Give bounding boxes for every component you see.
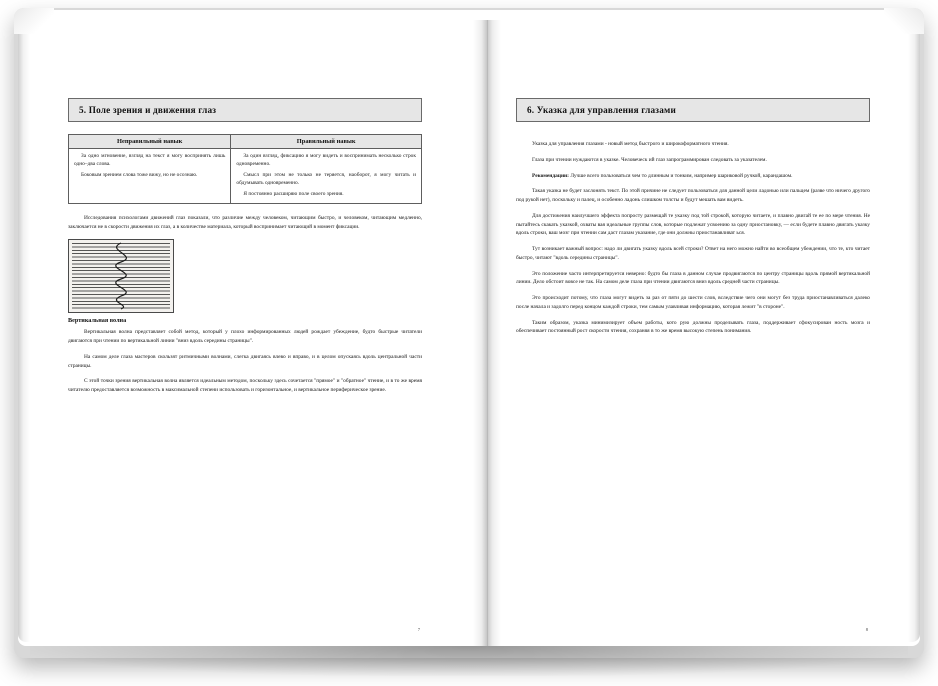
right-paragraph-3	[516, 172, 870, 181]
right-page-number: 8	[865, 627, 868, 632]
recommendations-text: Лучше всего пользоваться чем то длинным и тонким, например шариковой ручкой, карандашом.	[570, 172, 793, 179]
left-paragraph-4: С этой точки зрения вертикальная волна является идеальным методом, поскольку здесь сочетается "прямое" и "обратное" чтение, и в то же время читателю предоставляется возможность в максимальной степени использовать и горизонтальное, и вертикальное периферическое зрение.	[68, 378, 422, 394]
right-page-edge-stack	[908, 14, 920, 642]
left-page-edge-stack	[18, 14, 30, 642]
left-page-number: 7	[417, 627, 420, 632]
figure-vertical-wave	[68, 239, 422, 324]
right-paragraph-2: Глаза при чтении нуждаются в указке. Человеческ ий глаз запрограммирован следовать за указателем.	[532, 156, 767, 163]
figure-image	[68, 239, 174, 313]
left-paragraph-1: Исследования психологами движений глаз показали, что различие между человеком, читающим быстро, и человеком, читающим медленно, заключается не в скорости движения их глаз, а в количестве материала, который воспринимает читающий в момент фиксации.	[68, 214, 422, 230]
cell-right-habits	[231, 149, 422, 204]
right-paragraph-9: Таким образом, указка минимизирует объем работы, кото рую должны проделывать глаза, поддерживает сфокусирован ность мозга и обеспечивает постоянный рост скорости чтения, сохраняя в то же время высокую степень понимания.	[516, 319, 870, 335]
table-row	[69, 149, 422, 204]
book-spine-line	[487, 20, 488, 646]
right-page	[478, 20, 908, 646]
right-paragraph-5: Для достижения наилучшего эффекта попросту размещай те указку под той строкой, которую читаете, и плавно двигай те ее по мере чтения. Не пытайтесь скакать указкой, охваты вая идеальные группы слов, которые подлежат усвоению за одну приостановку, — если будете плавно двигать указку вдоль строки, ваш мозг при чтении сам даст глазам указание, где они должны приостанавливат ься.	[516, 212, 870, 237]
column-header-wrong: Неправильный навык	[69, 135, 231, 149]
wrong-habit-line-1: За одно мгновение, взгляд на текст я могу воспринять лишь одно–два слова.	[74, 153, 226, 168]
wrong-habit-line-2: Боковым зрением слова тоже вижу, но не осознаю.	[81, 171, 198, 178]
right-paragraph-6: Тут возникает важный вопрос: надо ли двигать указку вдоль всей строки? Ответ на него можно найти во всеобщем убеждении, что те, кто читает быстро, читают "вдоль середины страницы".	[516, 246, 870, 261]
right-paragraph-1: Указка для управления глазами - новый метод быстрого и широкоформатного чтения.	[532, 141, 729, 147]
cell-wrong-habits	[69, 149, 231, 204]
top-left-corner-shade	[14, 8, 54, 34]
wave-path-icon	[69, 240, 173, 312]
top-right-corner-shade	[884, 8, 924, 34]
right-habit-line-1: За один взгляд, фиксацию я могу видеть и воспринимать несколько строк одновременно.	[236, 153, 416, 168]
book-bottom-shadow	[30, 646, 908, 676]
right-habit-line-2: Смысл при этом не только не теряется, наоборот, я могу читать и обдумывать одновременно.	[236, 171, 416, 187]
right-paragraph-7: Это положение часто интерпретируется неверно: будто бы глаза в данном случае продвигаются по центру страницы вдоль прямой вертикальной линии. Дело обстоит вовсе не так. На самом деле глаза при чтении двигаются вниз вдоль средней части страницы.	[516, 270, 870, 286]
figure-caption: Вертикальная волна	[68, 317, 127, 325]
left-section-heading: 5. Поле зрения и движения глаз	[68, 98, 422, 122]
right-paragraph-8: Это происходит потому, что глаза могут видеть за раз от пяти до шести слов, вследствие чего они могут без труда приостанавливаться далеко после начала и задолго перед концом каждой строки, тем самым улавливая информацию, которая лежит "в стороне".	[516, 295, 870, 310]
left-paragraph-3: На самом деле глаза мастеров скользят ритмичными волнами, слегка двигаясь влево и вправо, и в целом опускаясь вдоль центральной части страницы.	[68, 353, 422, 369]
column-header-right: Правильный навык	[231, 135, 422, 149]
right-paragraph-4: Такая указка не будет заслонять текст. По этой причине не следует пользоваться для данной цели ладонью или пальцем (разве что ничего другого под рукой нет), поскольку и палец, и особенно ладонь слишком толсты и будут мешать вам видеть.	[516, 188, 870, 203]
left-page	[30, 20, 460, 646]
right-section-heading: 6. Указка для управления глазами	[516, 98, 870, 122]
skills-comparison-table	[68, 134, 422, 204]
left-paragraph-2: Вертикальная волна представляет собой метод, который у плохо информированных людей рождает убеждение, будто быстрые читатели двигаются при чтении по вертикальной линии "вниз вдоль середины страницы".	[68, 329, 422, 345]
book-body	[18, 10, 920, 646]
recommendations-label: Рекомендации:	[532, 172, 569, 179]
right-habit-line-3: Я постоянно расширяю поле своего зрения.	[243, 190, 344, 197]
table-header-row	[69, 135, 422, 149]
